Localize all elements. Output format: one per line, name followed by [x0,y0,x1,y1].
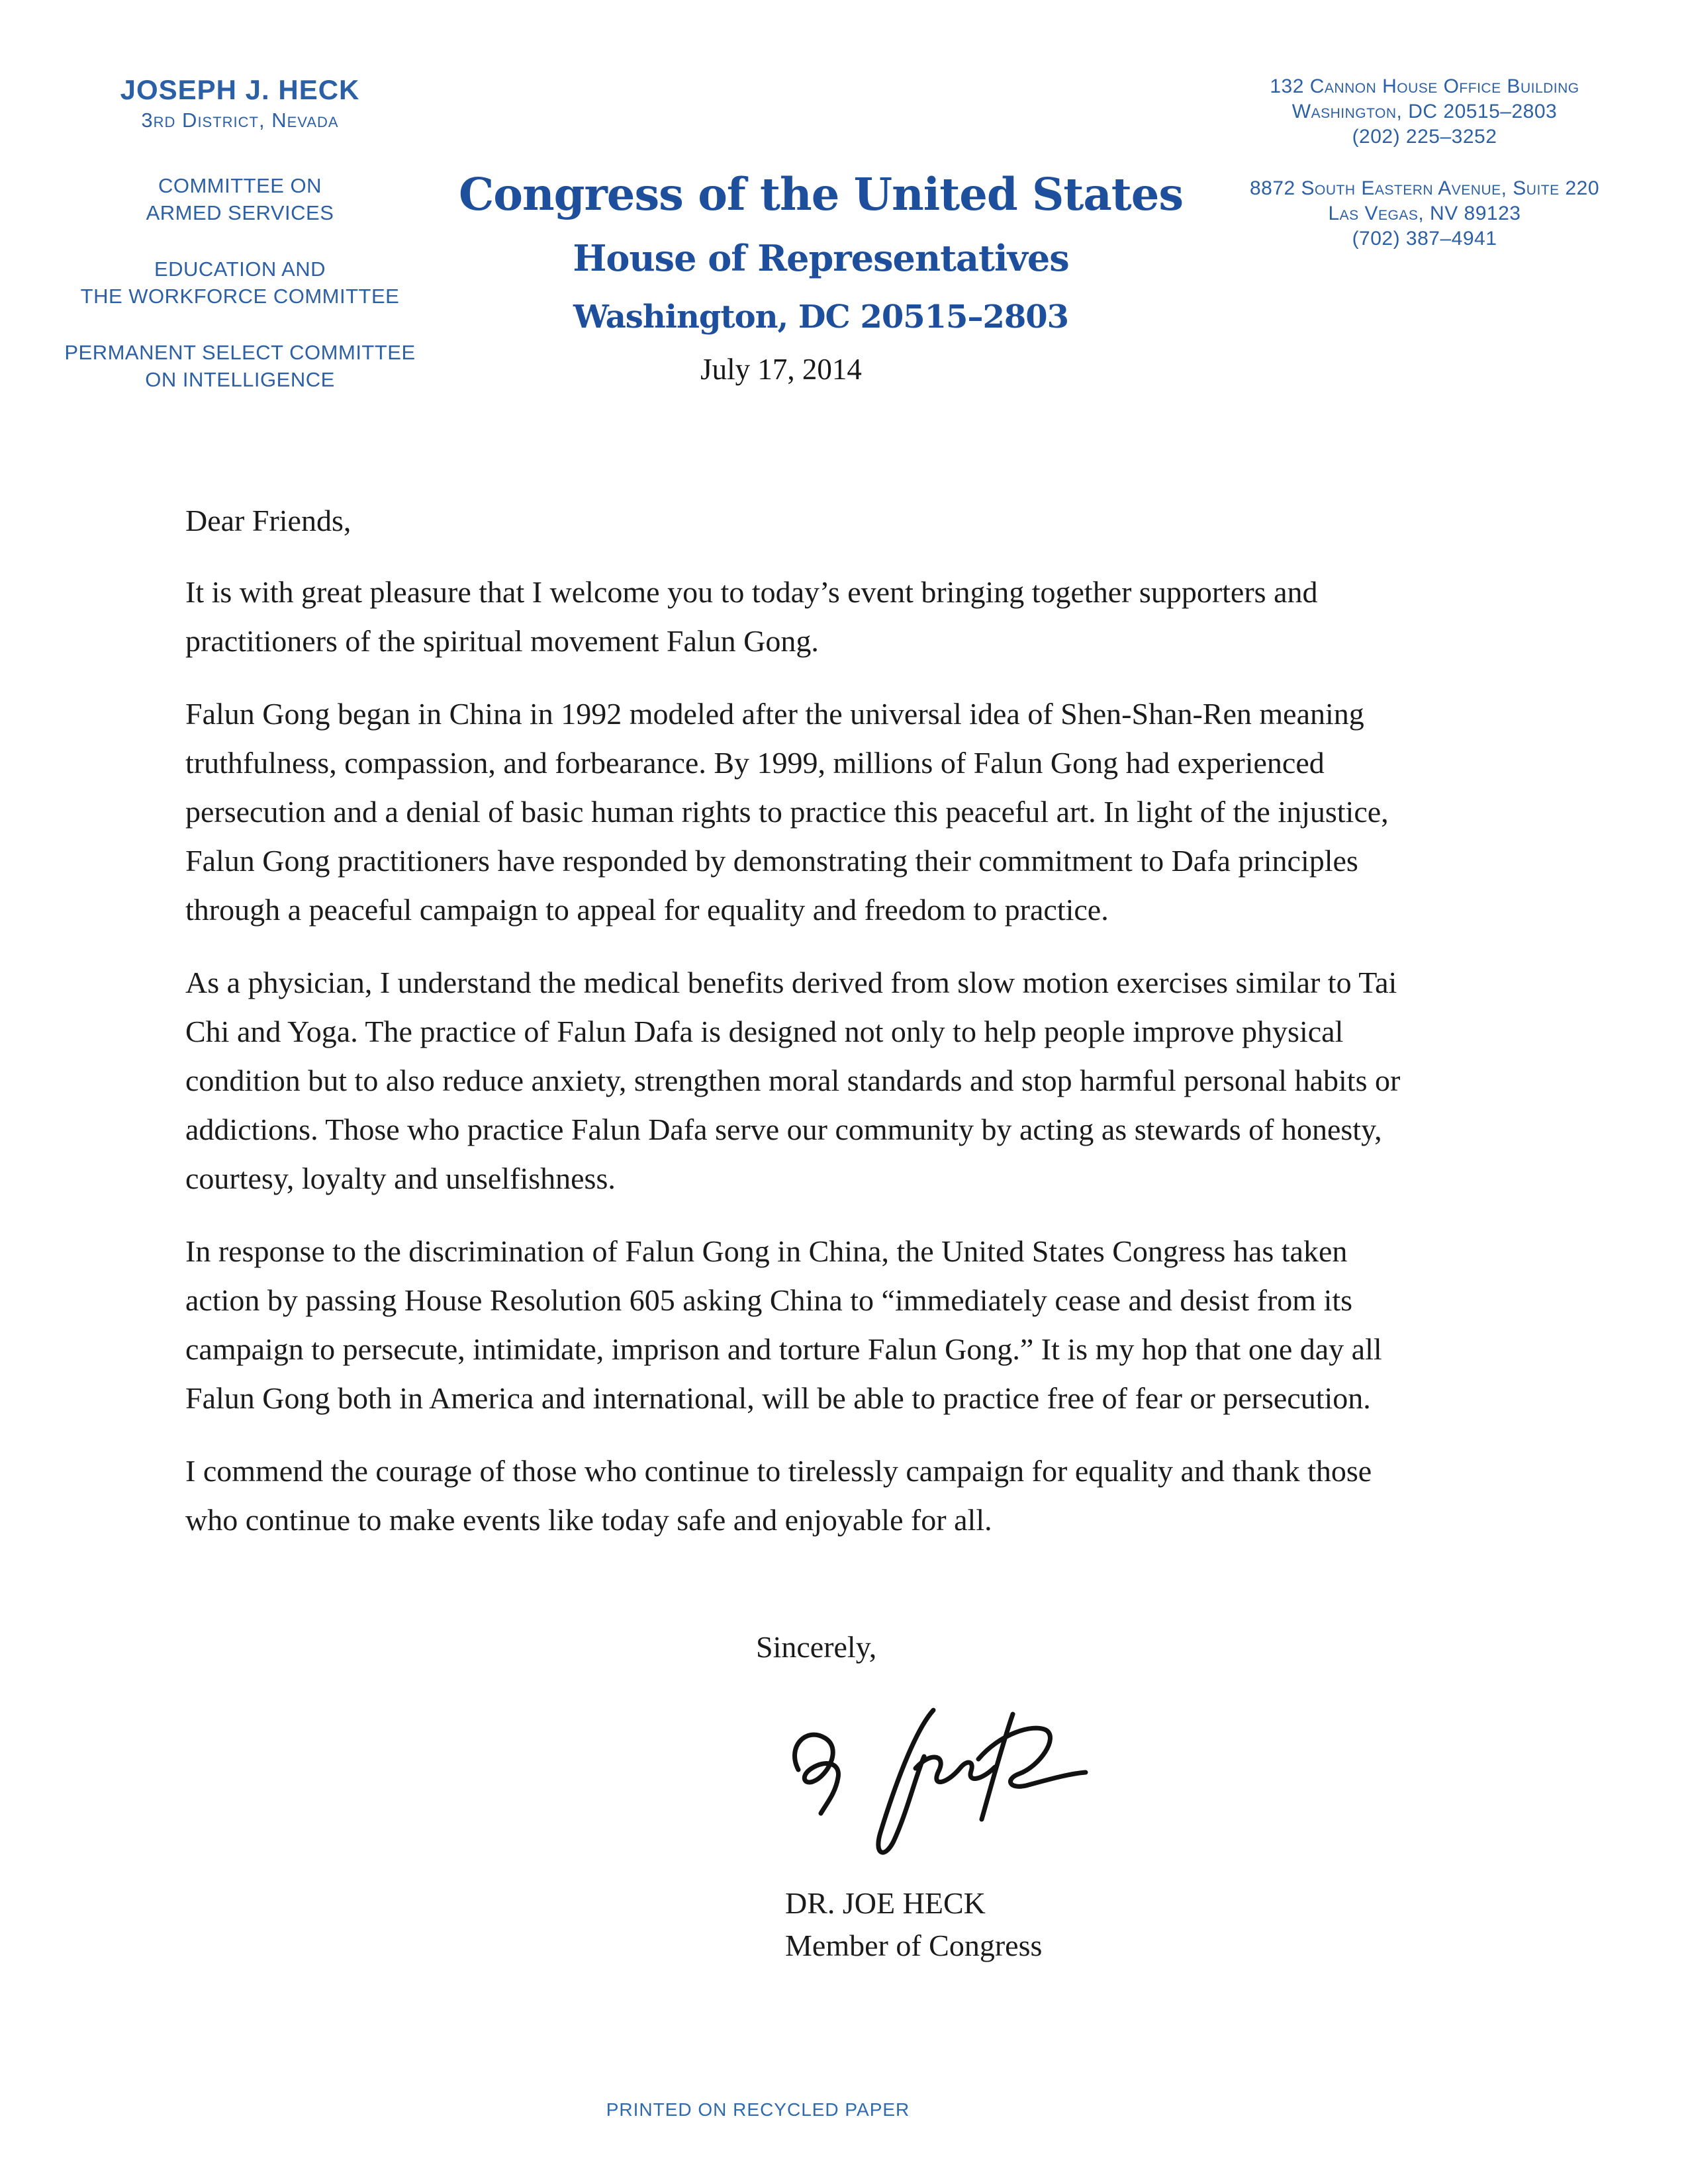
committee-line: EDUCATION AND [154,257,326,281]
committee-line: PERMANENT SELECT COMMITTEE [64,341,416,364]
committee-line: ARMED SERVICES [146,201,334,224]
washington-address-line: Washington, DC 20515–2803 [573,298,1069,336]
letter-paragraph: I commend the courage of those who continue to tirelessly campaign for equality and thank those who continue to make events like today safe and enjoyable for all. [185,1454,1372,1537]
letterhead-center-column [424,169,1218,335]
committee-line: COMMITTEE ON [158,174,322,197]
committee-line: THE WORKFORCE COMMITTEE [80,285,400,308]
closing-block [756,1623,1422,1967]
member-district: 3rd District, Nevada [141,109,339,132]
letter-paragraph: Falun Gong began in China in 1992 modeled after the universal idea of Shen-Shan-Ren meaning truthfulness, compassion, and forbearance. By 1999, millions of Falun Gong had experienced persecution and a denial of basic human rights to practice this peaceful art. In light of the injustice, Falun Gong practitioners have responded by demonstrating their commitment to Dafa principles through a peaceful campaign to appeal for equality and freedom to practice. [185,697,1389,927]
closing-salutation: Sincerely, [756,1630,877,1664]
member-name: JOSEPH J. HECK [120,74,360,105]
letter-greeting: Dear Friends, [185,504,352,537]
signer-name: DR. JOE HECK [785,1886,986,1920]
letter-body [185,496,1422,1967]
committee-item [33,172,447,226]
recycled-paper-note: PRINTED ON RECYCLED PAPER [606,2099,910,2120]
dc-office-address [1213,74,1636,150]
signer-title: Member of Congress [785,1929,1043,1962]
office-line: 8872 South Eastern Avenue, Suite 220 [1249,177,1600,199]
letter-paragraph: As a physician, I understand the medical benefits derived from slow motion exercises similar to Tai Chi and Yoga. The practice of Falun Dafa is designed not only to help people improve physical condition but to also reduce anxiety, strengthen moral standards and stop harmful personal habits or addictions. Those who practice Falun Dafa serve our community by acting as stewards of honesty, courtesy, loyalty and unselfishness. [185,966,1401,1195]
congress-title: Congress of the United States [458,168,1184,220]
committee-item [33,255,447,310]
office-line: (702) 387–4941 [1352,228,1497,250]
committee-line: ON INTELLIGENCE [145,368,335,391]
letter-date: July 17, 2014 [700,353,862,386]
office-line: 132 Cannon House Office Building [1270,75,1579,97]
office-line: (202) 225–3252 [1352,126,1497,148]
signer-block [785,1882,1422,1967]
letterhead-right-column [1213,74,1636,251]
las-vegas-office-address [1213,176,1636,251]
house-subtitle: House of Representatives [573,237,1069,279]
letter-paragraph: It is with great pleasure that I welcome you to today’s event bringing together supporters and practitioners of the spiritual movement Falun Gong. [185,575,1318,658]
office-line: Washington, DC 20515–2803 [1291,101,1558,122]
signature-image [780,1690,1091,1876]
office-line: Las Vegas, NV 89123 [1328,203,1521,224]
letter-paragraph: In response to the discrimination of Falun Gong in China, the United States Congress has taken action by passing House Resolution 605 asking China to “immediately cease and desist from its campaign to persecute, intimidate, imprison and torture Falun Gong.” It is my hop that one day all Falun Gong both in America and international, will be able to practice free of fear or persecution. [185,1234,1382,1415]
